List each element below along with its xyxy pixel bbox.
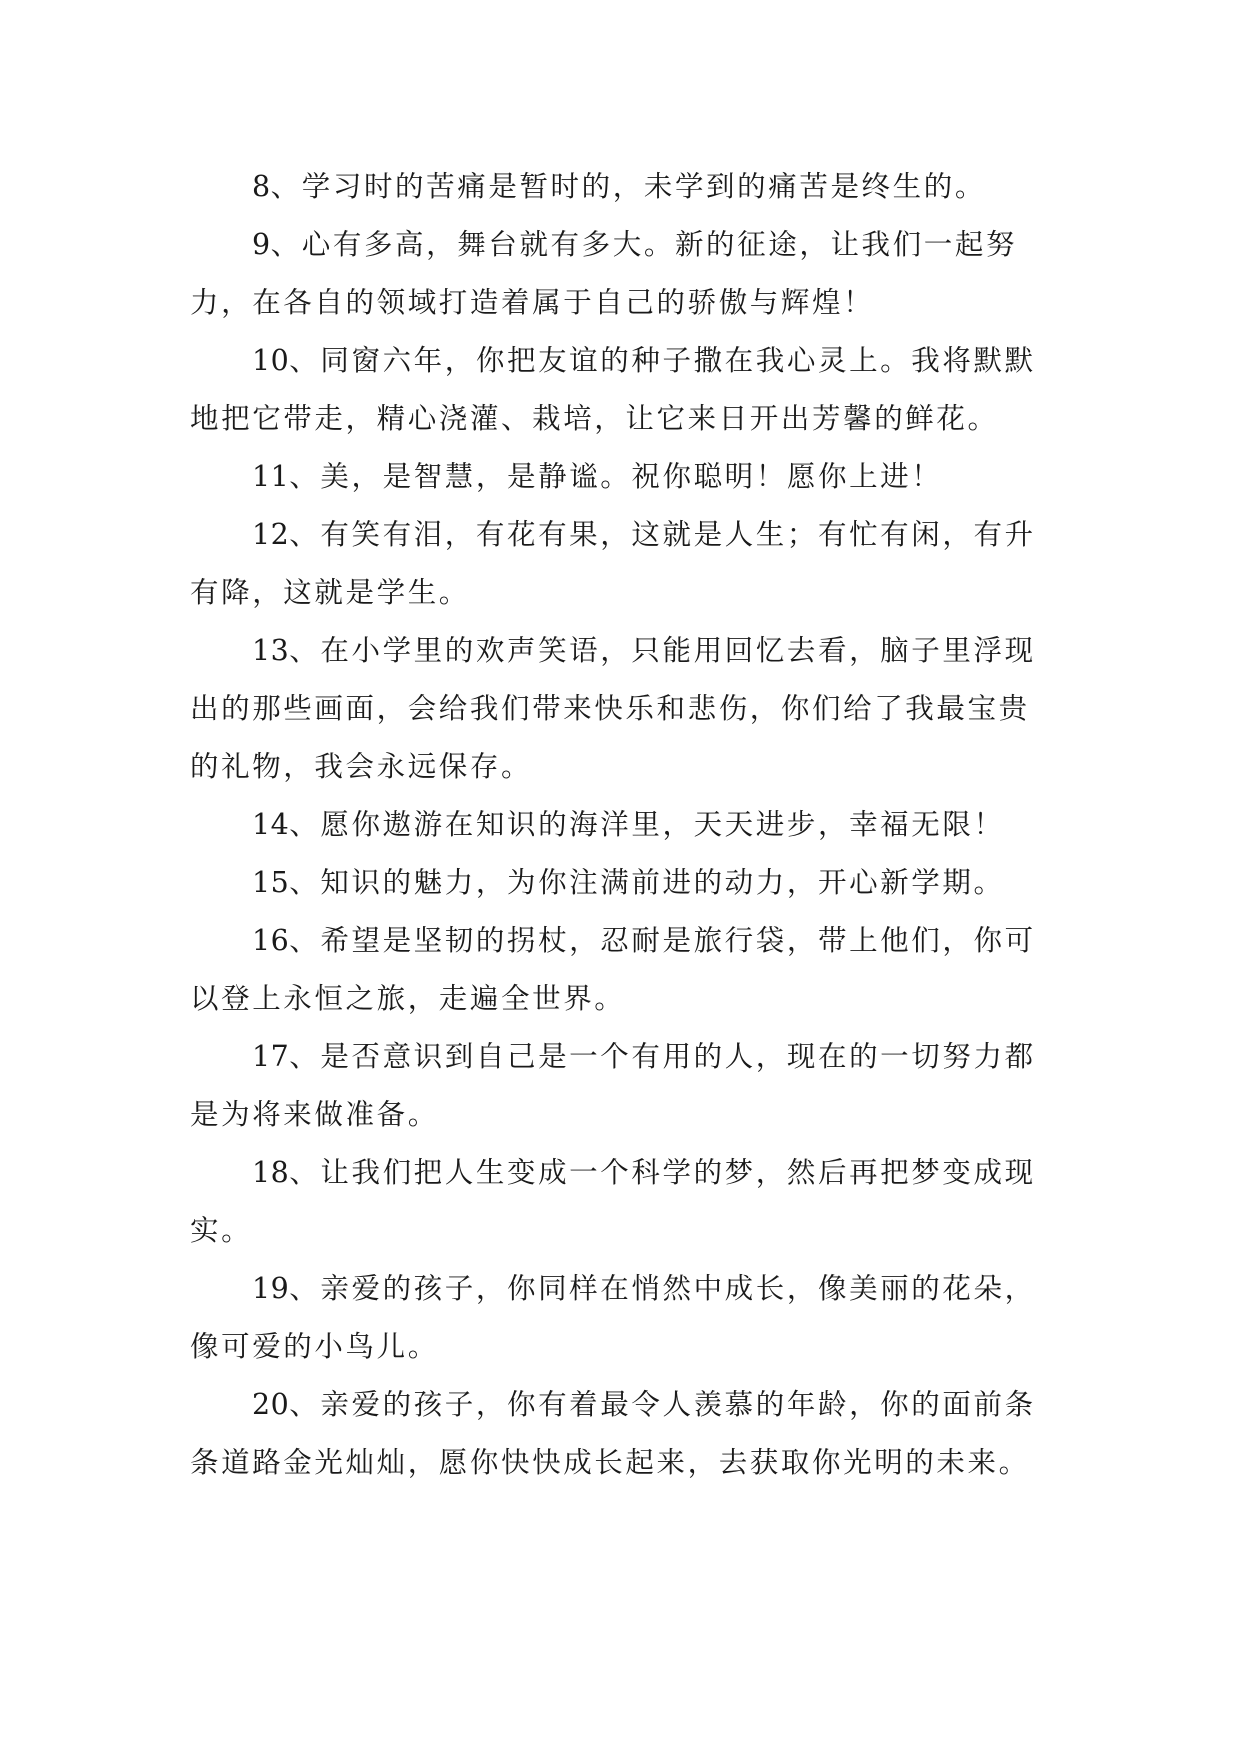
paragraph-17 bbox=[190, 1028, 1052, 1144]
paragraph-10 bbox=[190, 332, 1052, 448]
item-text: 同窗六年，你把友谊的种子撒在我心灵上。我将默默地把它带走，精心浇灌、栽培，让它来日开出芳馨的鲜花。 bbox=[190, 344, 1036, 435]
item-separator: 、 bbox=[289, 808, 321, 841]
item-text: 愿你遨游在知识的海洋里，天天进步，幸福无限！ bbox=[320, 808, 1005, 841]
item-separator: 、 bbox=[289, 634, 321, 667]
item-separator: 、 bbox=[289, 344, 321, 377]
item-number: 16 bbox=[252, 924, 290, 957]
paragraph-16 bbox=[190, 912, 1052, 1028]
item-text: 有笑有泪，有花有果，这就是人生；有忙有闲，有升有降，这就是学生。 bbox=[190, 518, 1036, 609]
paragraph-14 bbox=[190, 796, 1052, 854]
item-number: 20 bbox=[252, 1388, 290, 1421]
item-text: 希望是坚韧的拐杖，忍耐是旅行袋，带上他们，你可以登上永恒之旅，走遍全世界。 bbox=[190, 924, 1036, 1015]
item-number: 8 bbox=[252, 170, 271, 203]
paragraph-15 bbox=[190, 854, 1052, 912]
item-text: 美，是智慧，是静谧。祝你聪明！愿你上进！ bbox=[320, 460, 943, 493]
paragraph-11 bbox=[190, 448, 1052, 506]
paragraph-18 bbox=[190, 1144, 1052, 1260]
item-separator: 、 bbox=[289, 1388, 321, 1421]
paragraph-12 bbox=[190, 506, 1052, 622]
item-separator: 、 bbox=[289, 866, 321, 899]
paragraph-19 bbox=[190, 1260, 1052, 1376]
paragraph-9 bbox=[190, 216, 1052, 332]
item-number: 14 bbox=[252, 808, 290, 841]
item-number: 12 bbox=[252, 518, 290, 551]
item-text: 心有多高，舞台就有多大。新的征途，让我们一起努力，在各自的领域打造着属于自己的骄傲与辉煌！ bbox=[190, 228, 1018, 319]
item-text: 是否意识到自己是一个有用的人，现在的一切努力都是为将来做准备。 bbox=[190, 1040, 1036, 1131]
item-number: 17 bbox=[252, 1040, 290, 1073]
paragraph-13 bbox=[190, 622, 1052, 796]
item-separator: 、 bbox=[289, 1272, 321, 1305]
item-number: 18 bbox=[252, 1156, 290, 1189]
item-text: 在小学里的欢声笑语，只能用回忆去看，脑子里浮现出的那些画面，会给我们带来快乐和悲伤，你们给了我最宝贵的礼物，我会永远保存。 bbox=[190, 634, 1036, 783]
item-separator: 、 bbox=[289, 518, 321, 551]
item-separator: 、 bbox=[289, 924, 321, 957]
item-text: 亲爱的孩子，你有着最令人羡慕的年龄，你的面前条条道路金光灿灿，愿你快快成长起来，去获取你光明的未来。 bbox=[190, 1388, 1036, 1479]
document-body bbox=[190, 158, 1052, 1492]
item-text: 知识的魅力，为你注满前进的动力，开心新学期。 bbox=[320, 866, 1005, 899]
item-number: 19 bbox=[252, 1272, 290, 1305]
item-number: 13 bbox=[252, 634, 290, 667]
item-separator: 、 bbox=[289, 460, 321, 493]
item-text: 学习时的苦痛是暂时的，未学到的痛苦是终生的。 bbox=[301, 170, 986, 203]
paragraph-20 bbox=[190, 1376, 1052, 1492]
paragraph-8 bbox=[190, 158, 1052, 216]
item-separator: 、 bbox=[270, 228, 302, 261]
item-separator: 、 bbox=[289, 1156, 321, 1189]
item-separator: 、 bbox=[289, 1040, 321, 1073]
item-text: 亲爱的孩子，你同样在悄然中成长，像美丽的花朵，像可爱的小鸟儿。 bbox=[190, 1272, 1036, 1363]
item-separator: 、 bbox=[270, 170, 302, 203]
item-number: 10 bbox=[252, 344, 290, 377]
item-number: 9 bbox=[252, 228, 271, 261]
item-number: 15 bbox=[252, 866, 290, 899]
item-number: 11 bbox=[252, 460, 290, 493]
item-text: 让我们把人生变成一个科学的梦，然后再把梦变成现实。 bbox=[190, 1156, 1036, 1247]
